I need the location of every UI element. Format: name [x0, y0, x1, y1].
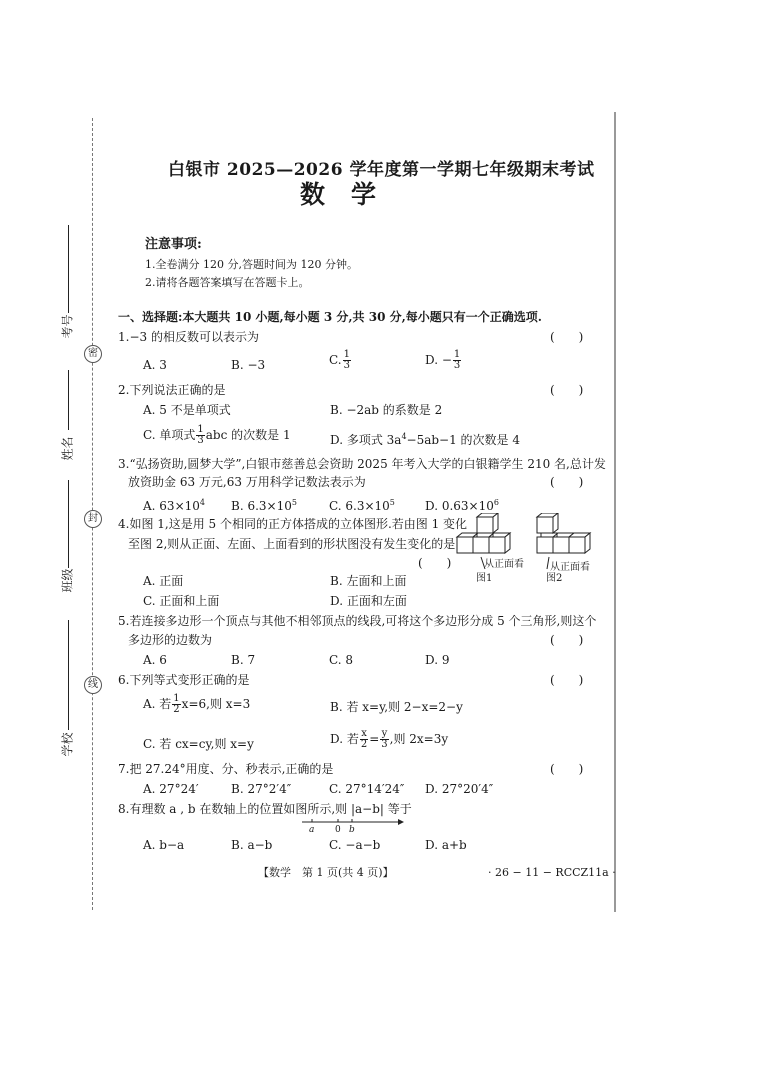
q8-option-a: A. b−a: [143, 838, 185, 852]
seal-mi: 密: [84, 345, 102, 363]
q2-option-b: B. −2ab 的系数是 2: [330, 403, 443, 417]
q4-stem-line-2: 至图 2,则从正面、左面、上面看到的形状图没有发生变化的是: [128, 537, 456, 551]
q5-option-c: C. 8: [329, 653, 354, 667]
section-1-heading: 一、选择题:本大题共 10 小题,每小题 3 分,共 30 分,每小题只有一个正确选项.: [118, 310, 542, 324]
label-banji: 班级: [60, 568, 75, 593]
xingming-line: [68, 370, 69, 430]
figure-1-cubes: [457, 513, 510, 553]
xuexiao-line: [68, 620, 69, 730]
q5-option-a: A. 6: [143, 653, 167, 667]
q7-option-a: A. 27°24′: [143, 782, 199, 796]
fig2-caption: 图2: [546, 573, 563, 584]
q2-answer-paren: ( ): [550, 383, 584, 397]
q6-option-d: D. 若 $\frac{x}{2}$ = $\frac{y}{3}$ ,则 2x=3y: [330, 728, 449, 750]
number-line-label-a: a: [309, 825, 315, 835]
q7-option-c: C. 27°14′24″: [329, 782, 405, 796]
q1-option-a: A. 3: [143, 358, 167, 372]
q5-option-d: D. 9: [425, 653, 450, 667]
footer-code: · 26 − 11 − RCCZ11a ·: [488, 866, 616, 879]
q2-option-a: A. 5 不是单项式: [143, 403, 231, 417]
q5-answer-paren: ( ): [550, 633, 584, 647]
notice-item-2: 2.请将各题答案填写在答题卡上。: [145, 276, 310, 289]
q5-stem-line-2: 多边形的边数为: [128, 633, 213, 647]
q1-option-d: D. − $\frac{1}{3}$: [425, 349, 461, 371]
fig1-caption: 图1: [476, 573, 493, 584]
q7-option-b: B. 27°2′4″: [231, 782, 292, 796]
q6-stem: 6.下列等式变形正确的是: [118, 673, 250, 687]
q8-option-d: D. a+b: [425, 838, 467, 852]
footer-page-info: 【数学 第 1 页(共 4 页)】: [258, 866, 394, 879]
fig2-view-label: 从正面看: [550, 562, 590, 573]
label-xingming: 姓名: [60, 436, 75, 461]
q4-option-b: B. 左面和上面: [330, 574, 407, 588]
q4-stem-line-1: 4.如图 1,这是用 5 个相同的正方体搭成的立体图形.若由图 1 变化: [118, 517, 468, 531]
q5-option-b: B. 7: [231, 653, 256, 667]
q6-option-c: C. 若 cx=cy,则 x=y: [143, 737, 254, 751]
number-line-label-0: 0: [335, 825, 341, 835]
q8-option-b: B. a−b: [231, 838, 273, 852]
q5-stem-line-1: 5.若连接多边形一个顶点与其他不相邻顶点的线段,可将这个多边形分成 5 个三角形,则这个: [118, 614, 597, 628]
seal-xian: 线: [84, 676, 102, 694]
q4-option-c: C. 正面和上面: [143, 594, 220, 608]
q2-option-c: C. 单项式 $\frac{1}{3}$ abc 的次数是 1: [143, 424, 291, 446]
label-kaohao: 考号: [60, 314, 75, 339]
q7-stem: 7.把 27.24°用度、分、秒表示,正确的是: [118, 762, 334, 776]
q6-answer-paren: ( ): [550, 673, 584, 687]
q4-answer-paren: ( ): [418, 556, 452, 570]
banji-line: [68, 480, 69, 568]
q3-option-b: B. $6.3\times 10^5$: [231, 498, 297, 513]
q6-option-b: B. 若 x=y,则 2−x=2−y: [330, 700, 463, 714]
q8-stem: 8.有理数 a , b 在数轴上的位置如图所示,则 |a−b| 等于: [118, 802, 412, 816]
q4-option-d: D. 正面和左面: [330, 594, 407, 608]
q1-option-b: B. −3: [231, 358, 266, 372]
q1-stem: 1.−3 的相反数可以表示为: [118, 330, 259, 344]
q1-option-c: C. $\frac{1}{3}$: [329, 349, 350, 371]
q7-option-d: D. 27°20′4″: [425, 782, 494, 796]
notice-heading: 注意事项:: [145, 237, 202, 252]
q3-option-a: A. $63\times 10^4$: [143, 498, 205, 513]
seal-feng: 封: [84, 510, 102, 528]
q7-answer-paren: ( ): [550, 762, 584, 776]
label-xuexiao: 学校: [60, 732, 75, 757]
fig1-view-label: 从正面看: [484, 559, 524, 570]
q8-option-c: C. −a−b: [329, 838, 381, 852]
q3-option-d: D. $0.63\times 10^6$: [425, 498, 499, 513]
exam-title: 白银市 2025—2026 学年度第一学期七年级期末考试: [168, 160, 595, 180]
page-border-line: [614, 112, 616, 912]
figure-2-arrow-line: [547, 557, 549, 569]
q2-option-d: D. 多项式 $3a^4-5ab-1$ 的次数是 4: [330, 432, 521, 447]
subject-title: 数学: [300, 180, 403, 209]
q3-option-c: C. $6.3\times 10^5$: [329, 498, 395, 513]
notice-item-1: 1.全卷满分 120 分,答题时间为 120 分钟。: [145, 258, 358, 271]
figure-2-cubes: [537, 513, 590, 553]
q6-option-a: A. 若 $\frac{1}{2}$ x=6,则 x=3: [143, 693, 251, 715]
q3-stem-line-1: 3.“弘扬资助,圆梦大学”,白银市慈善总会资助 2025 年考入大学的白银籍学生 210 名,总计发: [118, 457, 606, 471]
kaohao-line: [68, 225, 69, 313]
q4-option-a: A. 正面: [143, 574, 184, 588]
q3-stem-line-2: 放资助金 63 万元,63 万用科学记数法表示为: [128, 475, 366, 489]
q1-answer-paren: ( ): [550, 330, 584, 344]
q3-answer-paren: ( ): [550, 475, 584, 489]
number-line-label-b: b: [349, 825, 355, 835]
q2-stem: 2.下列说法正确的是: [118, 383, 226, 397]
